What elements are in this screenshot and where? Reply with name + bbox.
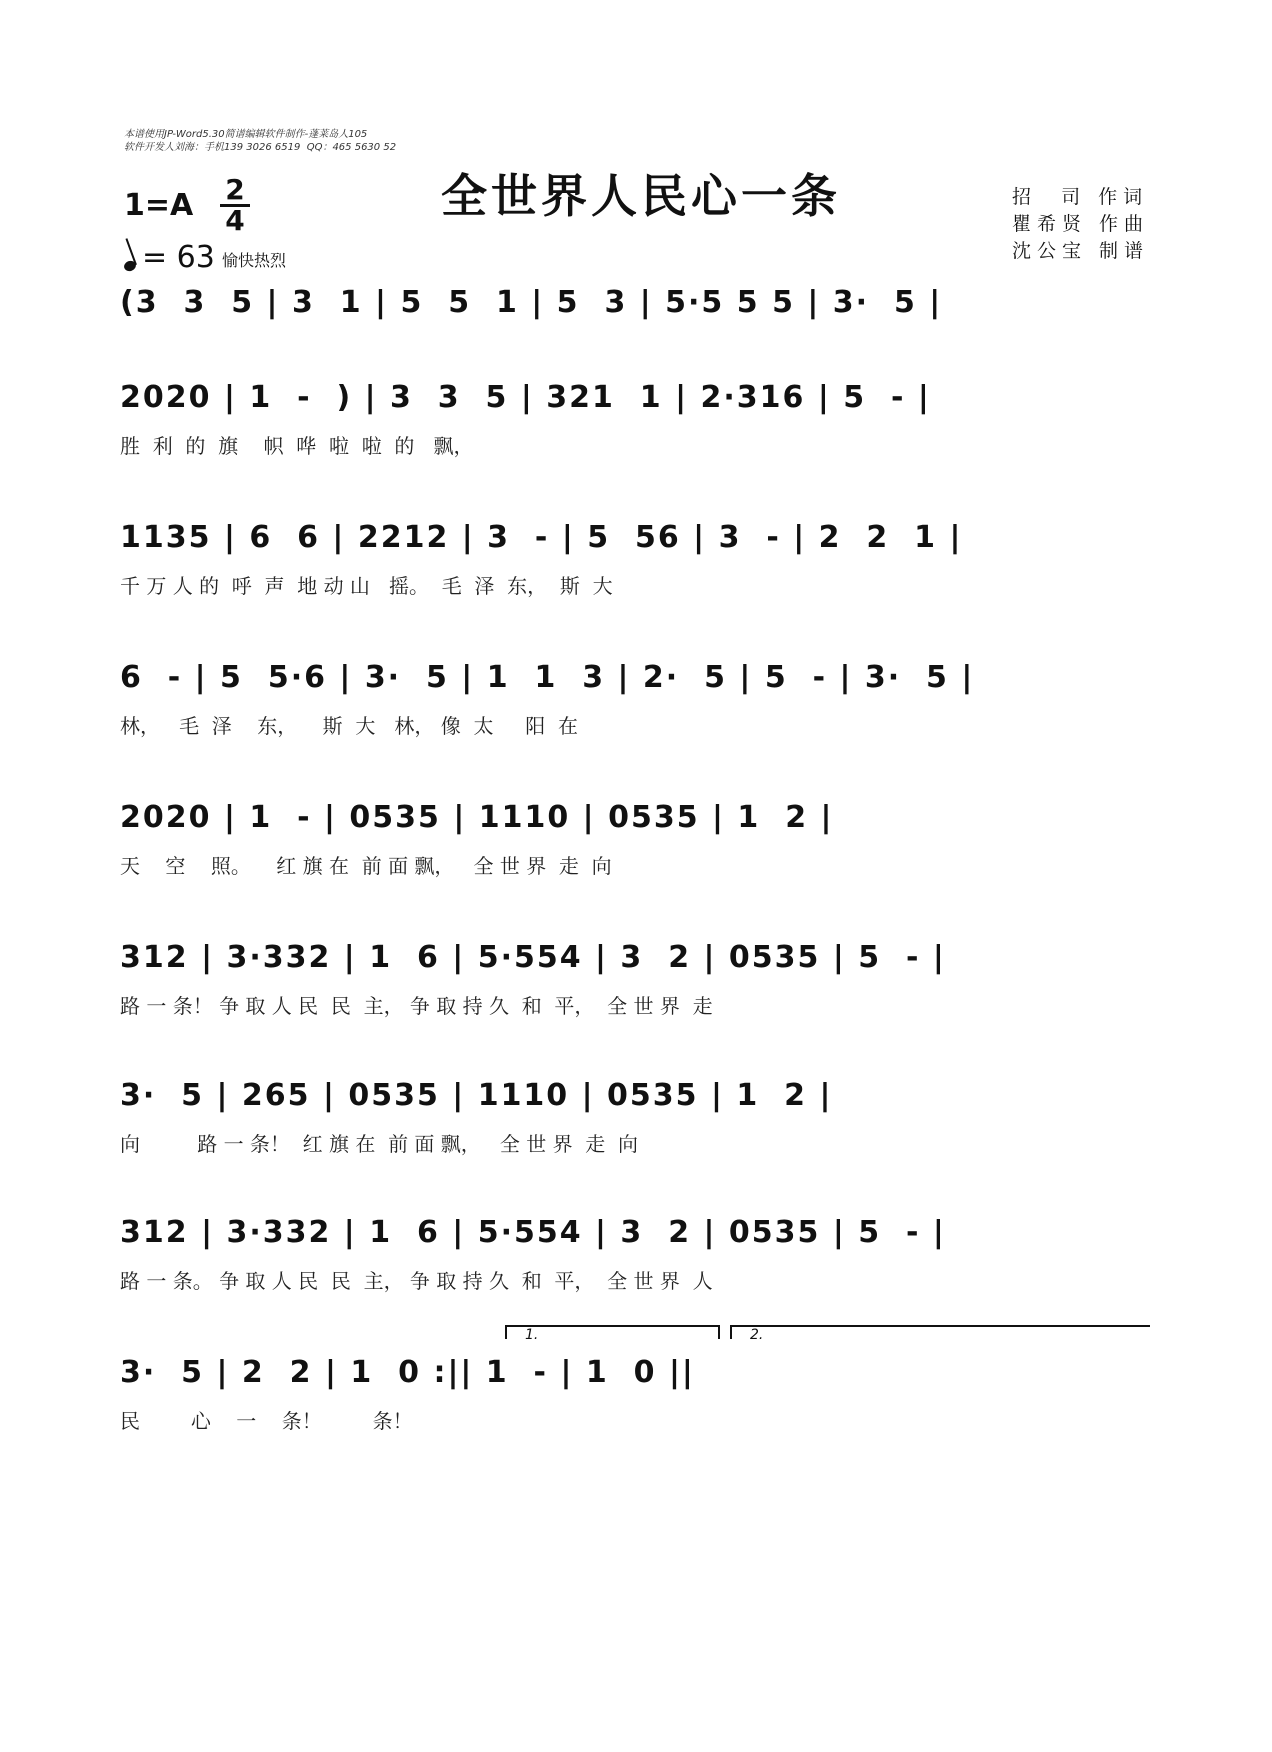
score-row [120,800,1150,878]
notation-line: 2020 | 1 - ) | 3 3 5 | 321 1 | 2·316 | 5 - | [120,380,931,415]
key-signature: 1=A [124,188,194,223]
lyricist: 招 司 作词 [1012,186,1149,208]
notation-line: 3· 5 | 265 | 0535 | 1110 | 0535 | 1 2 | [120,1078,833,1113]
lyrics-line: 林， 毛 泽 东， 斯 大 林， 像 太 阳 在 [120,714,579,738]
score-row [120,380,1150,458]
lyrics-line: 民 心 一 条！ 条！ [120,1409,413,1433]
expression-mark: 愉快热烈 [222,251,287,270]
lyrics-line: 天 空 照。 红 旗 在 前 面 飘， 全 世 界 走 向 [120,854,612,878]
score-row [120,1078,1150,1156]
credits [1012,184,1149,265]
tempo-marking [124,240,215,275]
composer: 瞿希贤 作曲 [1012,213,1150,235]
volta-2: 2. [730,1325,1150,1339]
notation-line: 2020 | 1 - | 0535 | 1110 | 0535 | 1 2 | [120,800,834,835]
score-row [120,285,1150,345]
lyrics-line: 向 路 一 条！ 红 旗 在 前 面 飘， 全 世 界 走 向 [120,1132,639,1156]
time-signature-bottom: 4 [225,204,245,237]
notation-line: 312 | 3·332 | 1 6 | 5·554 | 3 2 | 0535 | 5 - | [120,940,946,975]
score-row [120,1355,1150,1433]
arranger: 沈公宝 制谱 [1012,240,1150,262]
lyrics-line: 胜 利 的 旗 帜 哗 啦 啦 的 飘， [120,434,474,458]
score-row [120,940,1150,1018]
volta-1: 1. [505,1325,720,1339]
software-credit [124,128,396,154]
software-credit-line-2: 软件开发人刘海：手机139 3026 6519 QQ：465 5630 52 [124,142,397,153]
software-credit-line-1: 本谱使用JP-Word5.30简谱编辑软件制作-蓬莱岛人105 [124,129,368,140]
lyrics-line: 路 一 条。 争 取 人 民 民 主， 争 取 持 久 和 平， 全 世 界 人 [120,1269,713,1293]
notation-line: 312 | 3·332 | 1 6 | 5·554 | 3 2 | 0535 | 5 - | [120,1215,946,1250]
lyrics-line: 千 万 人 的 呼 声 地 动 山 摇。 毛 泽 东， 斯 大 [120,574,613,598]
notation-line: 1135 | 6 6 | 2212 | 3 - | 5 56 | 3 - | 2 2 1 | [120,520,963,555]
time-signature-top: 2 [225,173,245,206]
notation-line: (3 3 5 | 3 1 | 5 5 1 | 5 3 | 5·5 5 5 | 3· 5 | [120,285,943,320]
tempo-value: = 63 [142,240,215,275]
notation-line: 6 - | 5 5·6 | 3· 5 | 1 1 3 | 2· 5 | 5 - | 3· 5 | [120,660,975,695]
lyrics-line: 路 一 条！ 争 取 人 民 民 主， 争 取 持 久 和 平， 全 世 界 走 [120,994,713,1018]
quarter-note-icon [123,259,138,273]
score-row [120,1215,1150,1293]
notation-line: 3· 5 | 2 2 | 1 0 :|| 1 - | 1 0 || [120,1355,695,1390]
score-row [120,520,1150,598]
score-row [120,660,1150,738]
song-title: 全世界人民心一条 [441,169,841,223]
